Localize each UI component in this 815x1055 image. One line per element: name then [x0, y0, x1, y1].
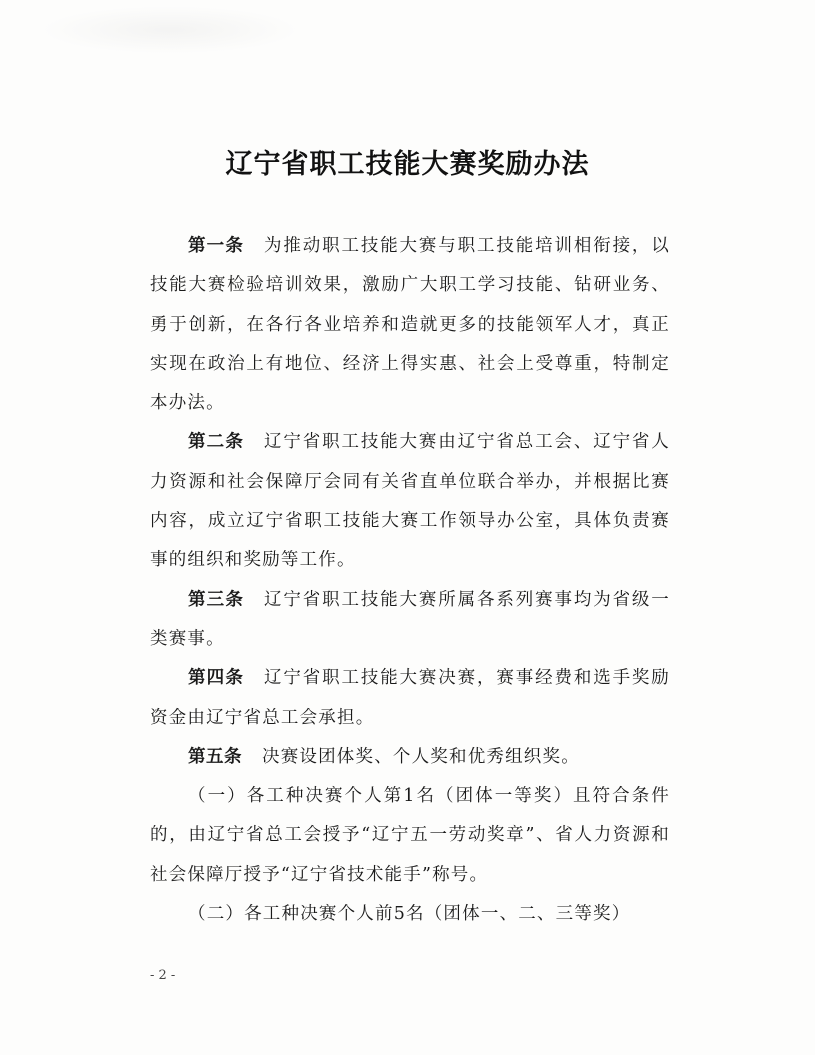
paragraph-text: 辽宁省职工技能大赛所属各系列赛事均为省级一类赛事。 — [150, 589, 670, 649]
paragraph-article-4 — [150, 659, 670, 738]
document-title: 辽宁省职工技能大赛奖励办法 — [225, 149, 590, 180]
paragraph-article-3 — [150, 581, 670, 660]
document-body — [150, 227, 670, 934]
article-label: 第一条 — [188, 236, 244, 256]
paragraph-text: 辽宁省职工技能大赛决赛，赛事经费和选手奖励资金由辽宁省总工会承担。 — [150, 668, 670, 728]
article-label: 第三条 — [188, 589, 244, 610]
article-label: 第五条 — [188, 746, 242, 767]
paragraph-article-5 — [150, 738, 670, 777]
paragraph-text: 决赛设团体奖、个人奖和优秀组织奖。 — [262, 746, 580, 767]
paragraph-item-2 — [150, 895, 670, 934]
paragraph-article-2 — [150, 423, 670, 580]
article-label: 第四条 — [188, 668, 244, 689]
page-number: - 2 - — [150, 968, 176, 983]
paragraph-text: 为推动职工技能大赛与职工技能培训相衔接，以技能大赛检验培训效果，激励广大职工学习技能、钻研业务、勇于创新，在各行各业培养和造就更多的技能领军人才，真正实现在政治上有地位、经济上得实惠、社会上受尊重，特制定本办法。 — [150, 236, 670, 414]
scan-smudge — [40, 6, 300, 54]
paragraph-article-1 — [150, 227, 670, 423]
paragraph-text: 辽宁省职工技能大赛由辽宁省总工会、辽宁省人力资源和社会保障厅会同有关省直单位联合举办，并根据比赛内容，成立辽宁省职工技能大赛工作领导办公室，具体负责赛事的组织和奖励等工作。 — [150, 432, 670, 571]
paragraph-text: （一）各工种决赛个人第1名（团体一等奖）且符合条件的，由辽宁省总工会授予“辽宁五一劳动奖章”、省人力资源和社会保障厅授予“辽宁省技术能手”称号。 — [150, 786, 670, 885]
paragraph-item-1 — [150, 777, 670, 895]
paragraph-text: （二）各工种决赛个人前5名（团体一、二、三等奖） — [188, 904, 631, 925]
article-label: 第二条 — [188, 432, 244, 453]
